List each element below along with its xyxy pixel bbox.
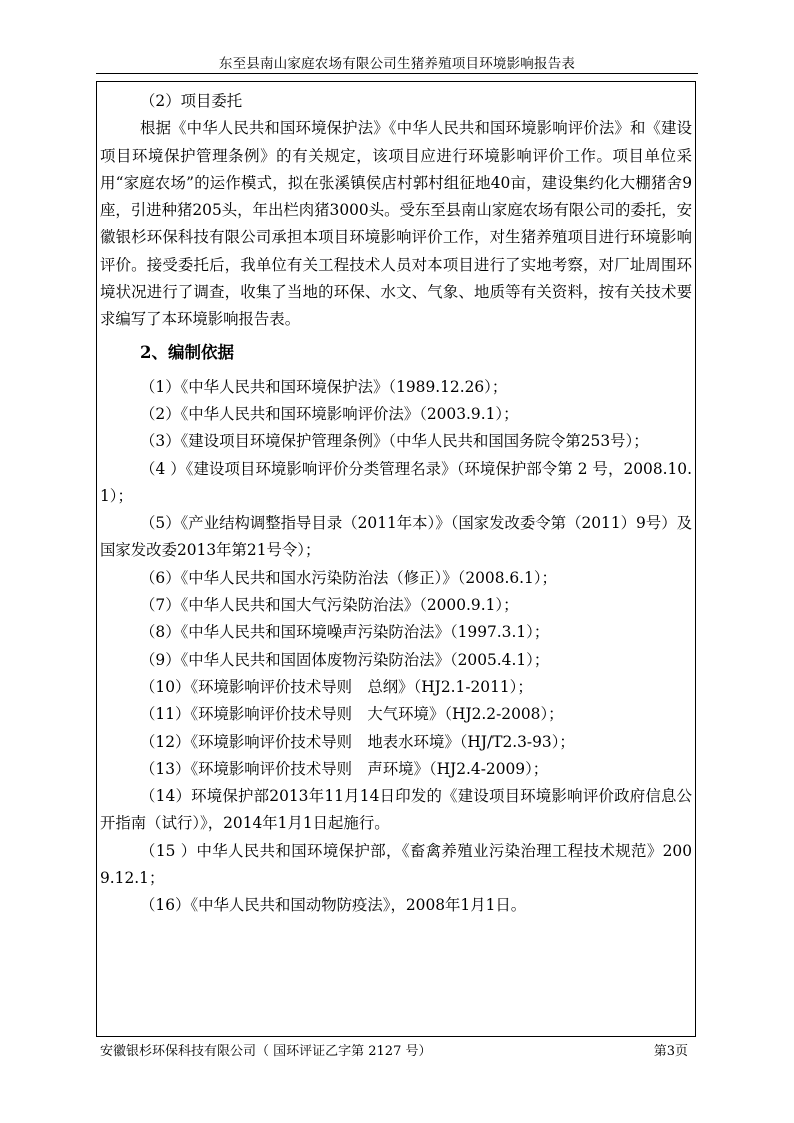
basis-item: （4 ）《建设项目环境影响评价分类管理名录》（环境保护部令第 2 号，2008.10.1）； [100,459,692,505]
basis-item: （16）《中华人民共和国动物防疫法》，2008年1月1日。 [140,896,527,915]
basis-item: （1）《中华人民共和国环境保护法》（1989.12.26）； [140,377,508,396]
basis-item: （11）《环境影响评价技术导则 大气环境》（HJ2.2-2008）； [140,705,564,724]
footer-page-number: 第3页 [653,1044,688,1059]
basis-item: （15 ）中华人民共和国环境保护部，《畜禽养殖业污染治理工程技术规范》2009.12.1； [100,841,692,888]
basis-item: （7）《中华人民共和国大气污染防治法》（2000.9.1）； [140,596,519,615]
basis-item: （3）《建设项目环境保护管理条例》（中华人民共和国国务院令第253号）； [140,432,649,451]
basis-item: （10）《环境影响评价技术导则 总纲》（HJ2.1-2011）； [140,677,533,696]
document-header: 东至县南山家庭农场有限公司生猪养殖项目环境影响报告表 [218,56,576,72]
basis-item: （14）环境保护部2013年11月14日印发的《建设项目环境影响评价政府信息公开指南（试行）》，2014年1月1日起施行。 [100,787,692,833]
section-title: 2、编制依据 [140,342,234,362]
subsection-title: （2）项目委托 [140,92,243,110]
basis-item: （12）《环境影响评价技术导则 地表水环境》（HJ/T2.3-93）； [140,732,575,751]
basis-item: （6）《中华人民共和国水污染防治法（修正）》（2008.6.1）； [140,568,557,587]
basis-item: （5）《产业结构调整指导目录（2011年本）》（国家发改委令第（2011）9号）及国家发改委2013年第21号令）； [100,514,692,560]
basis-item: （8）《中华人民共和国环境噪声污染防治法》（1997.3.1）； [140,623,550,642]
footer-company: 安徽银杉环保科技有限公司（ 国环评证乙字第 2127 号） [100,1044,432,1059]
intro-paragraph: 根据《中华人民共和国环境保护法》《中华人民共和国环境影响评价法》和《建设项目环境保护管理条例》的有关规定，该项目应进行环境影响评价工作。项目单位采用“家庭农场”的运作模式，拟在张溪镇侯店村郭村组征地40亩，建设集约化大棚猪舍9座，引进种猪205头，年出栏肉猪3000头。受东至县南山家庭农场有限公司的委托，安徽银杉环保科技有限公司承担本项目环境影响评价工作，对生猪养殖项目进行环境影响评价。接受委托后，我单位有关工程技术人员对本项目进行了实地考察，对厂址周围环境状况进行了调查，收集了当地的环保、水文、气象、地质等有关资料，按有关技术要求编写了本环境影响报告表。 [100,119,692,329]
basis-item: （13）《环境影响评价技术导则 声环境》（HJ2.4-2009）； [140,759,549,778]
header-rule [96,73,698,74]
basis-item: （9）《中华人民共和国固体废物污染防治法》（2005.4.1）； [140,650,550,669]
main-content [100,88,692,920]
basis-item: （2）《中华人民共和国环境影响评价法》（2003.9.1）； [140,404,519,423]
